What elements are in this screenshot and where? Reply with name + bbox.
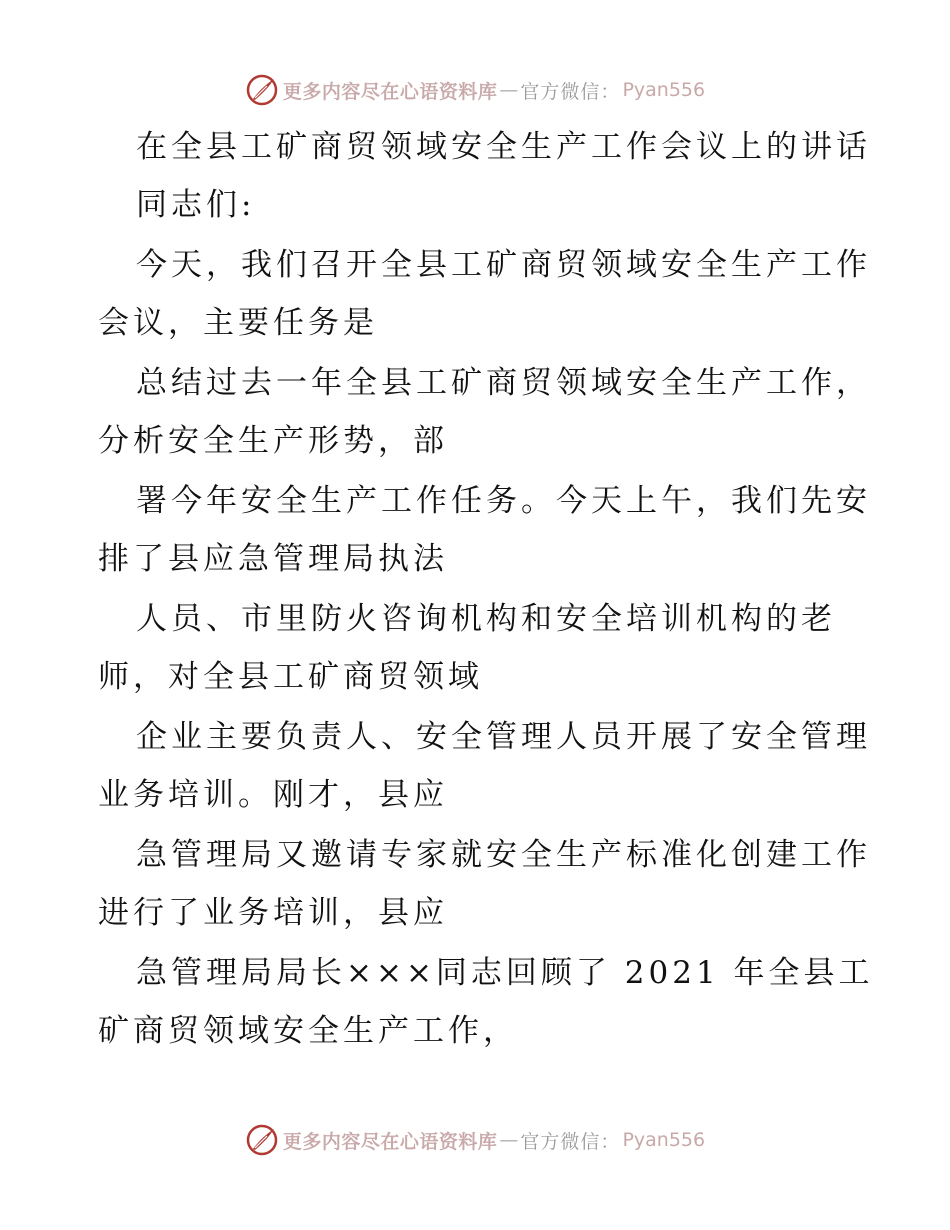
text-line: 矿商贸领域安全生产工作， xyxy=(98,1013,518,1049)
banner-wechat-id: Pyan556 xyxy=(622,1129,706,1151)
feather-logo-icon xyxy=(245,73,279,107)
text-line: 急管理局局长×××同志回顾了 2021 年全县工 xyxy=(136,955,874,991)
banner-wechat-id: Pyan556 xyxy=(622,79,706,101)
text-line: 业务培训。刚才，县应 xyxy=(98,777,448,813)
text-line: 师，对全县工矿商贸领域 xyxy=(98,659,483,695)
text-line: 进行了业务培训，县应 xyxy=(98,895,448,931)
document-title: 在全县工矿商贸领域安全生产工作会议上的讲话 xyxy=(136,129,871,165)
feather-logo-icon xyxy=(245,1123,279,1157)
text-line: 急管理局又邀请专家就安全生产标准化创建工作 xyxy=(136,837,871,873)
banner-wechat-label: 官方微信： xyxy=(520,80,621,103)
text-line: 署今年安全生产工作任务。今天上午，我们先安 xyxy=(136,483,871,519)
salutation: 同志们: xyxy=(136,187,256,223)
banner-text: 更多内容尽在心语资料库 xyxy=(282,1130,498,1153)
text-line: 分析安全生产形势，部 xyxy=(98,423,448,459)
footer-banner xyxy=(0,1120,950,1160)
banner-text: 更多内容尽在心语资料库 xyxy=(282,80,498,103)
text-line: 人员、市里防火咨询机构和安全培训机构的老 xyxy=(136,601,836,637)
banner-separator: — xyxy=(499,79,519,101)
text-line: 排了县应急管理局执法 xyxy=(98,541,448,577)
banner-separator: — xyxy=(499,1129,519,1151)
header-banner xyxy=(0,70,950,110)
banner-wechat-label: 官方微信： xyxy=(520,1130,621,1153)
text-line: 总结过去一年全县工矿商贸领域安全生产工作， xyxy=(136,365,871,401)
text-line: 企业主要负责人、安全管理人员开展了安全管理 xyxy=(136,719,871,755)
text-line: 今天，我们召开全县工矿商贸领域安全生产工作 xyxy=(136,247,871,283)
text-line: 会议，主要任务是 xyxy=(98,305,378,341)
